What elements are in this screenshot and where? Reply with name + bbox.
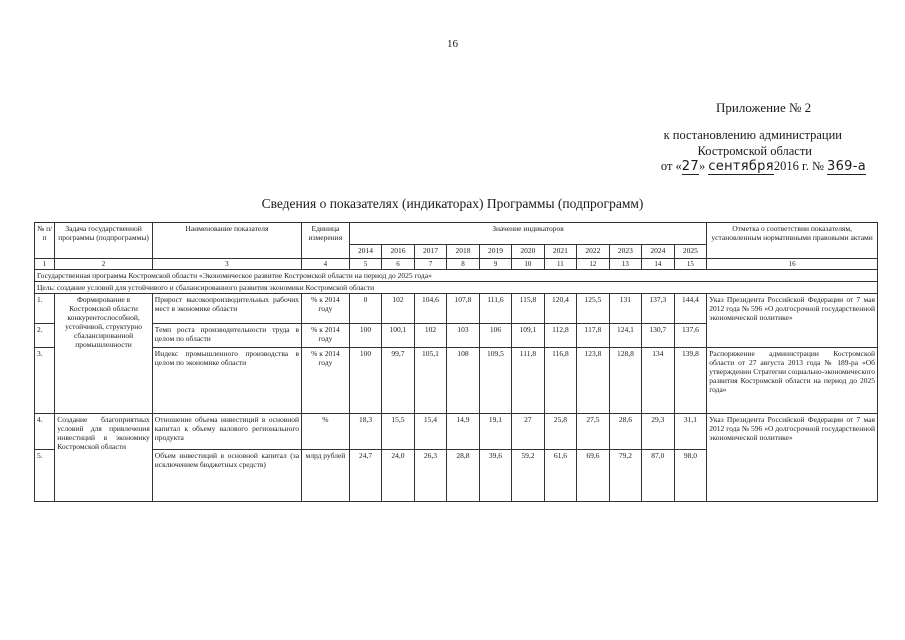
col-index: 6 <box>382 259 414 270</box>
program-line: Государственная программа Костромской области «Экономическое развитие Костромской области на период до 2025 года» <box>35 270 878 282</box>
value-cell: 102 <box>414 324 446 348</box>
col-index: 8 <box>447 259 479 270</box>
col-index: 13 <box>609 259 641 270</box>
value-cell: 105,1 <box>414 348 446 414</box>
col-index: 11 <box>544 259 576 270</box>
col-index: 2 <box>55 259 152 270</box>
value-cell: 39,6 <box>479 450 511 502</box>
value-cell: 137,6 <box>674 324 707 348</box>
value-cell: 117,8 <box>577 324 609 348</box>
year-header: 2022 <box>577 245 609 259</box>
year-header: 2019 <box>479 245 511 259</box>
page-number: 16 <box>447 38 458 50</box>
row-num: 2. <box>35 324 55 348</box>
col-index: 5 <box>349 259 381 270</box>
value-cell: 130,7 <box>642 324 674 348</box>
indicators-table <box>34 222 878 502</box>
value-cell: 144,4 <box>674 294 707 324</box>
value-cell: 100,1 <box>382 324 414 348</box>
table-row <box>35 348 878 414</box>
value-cell: 139,8 <box>674 348 707 414</box>
value-cell: 69,6 <box>577 450 609 502</box>
decree-line-1: к постановлению администрации <box>663 128 842 142</box>
col-index: 12 <box>577 259 609 270</box>
col-index: 16 <box>707 259 878 270</box>
value-cell: 111,6 <box>479 294 511 324</box>
indicator-unit: % к 2014 году <box>302 348 350 414</box>
decree-line-2: Костромской области <box>697 143 812 158</box>
value-cell: 24,7 <box>349 450 381 502</box>
value-cell: 102 <box>382 294 414 324</box>
value-cell: 29,3 <box>642 414 674 450</box>
value-cell: 28,8 <box>447 450 479 502</box>
decree-number: 369-а <box>827 159 866 174</box>
row-num: 5. <box>35 450 55 502</box>
value-cell: 124,1 <box>609 324 641 348</box>
value-cell: 112,8 <box>544 324 576 348</box>
goal-line: Цель: создание условий для устойчивого и сбалансированного развития экономики Костромской области <box>35 282 878 294</box>
value-cell: 125,5 <box>577 294 609 324</box>
value-cell: 109,5 <box>479 348 511 414</box>
decree-month: сентября <box>708 159 774 174</box>
decree-day: 27 <box>681 159 699 174</box>
indicator-name: Темп роста производительности труда в целом по области <box>152 324 301 348</box>
year-header: 2024 <box>642 245 674 259</box>
decree-no-label: № <box>811 159 824 173</box>
value-cell: 104,6 <box>414 294 446 324</box>
col-index: 7 <box>414 259 446 270</box>
value-cell: 27,5 <box>577 414 609 450</box>
value-cell: 108 <box>447 348 479 414</box>
value-cell: 134 <box>642 348 674 414</box>
decree-close-quote: » <box>698 159 706 173</box>
value-cell: 106 <box>479 324 511 348</box>
header-task: Задача государственной программы (подпрограммы) <box>55 223 152 259</box>
header-values: Значение индикаторов <box>349 223 706 245</box>
value-cell: 103 <box>447 324 479 348</box>
header-name: Наименование показателя <box>152 223 301 259</box>
col-index: 14 <box>642 259 674 270</box>
year-header: 2018 <box>447 245 479 259</box>
header-unit: Единица измерения <box>302 223 350 259</box>
value-cell: 59,2 <box>512 450 544 502</box>
decree-reference <box>620 128 890 175</box>
year-header: 2025 <box>674 245 707 259</box>
col-index: 9 <box>479 259 511 270</box>
value-cell: 24,0 <box>382 450 414 502</box>
value-cell: 18,3 <box>349 414 381 450</box>
value-cell: 131 <box>609 294 641 324</box>
value-cell: 27 <box>512 414 544 450</box>
task-group-2: Создание благоприятных условий для привлечения инвестиций в экономику Костромской области <box>55 414 152 502</box>
value-cell: 31,1 <box>674 414 707 450</box>
indicator-unit: млрд рублей <box>302 450 350 502</box>
value-cell: 100 <box>349 348 381 414</box>
indicator-name: Прирост высокопроизводительных рабочих мест в экономике области <box>152 294 301 324</box>
row-num: 1. <box>35 294 55 324</box>
regulatory-mark: Указ Президента Российской Федерации от 7 мая 2012 года № 596 «О долгосрочной государственной экономической политике» <box>707 294 878 348</box>
appendix-title: Приложение № 2 <box>716 100 812 115</box>
header-row-1 <box>35 223 878 245</box>
regulatory-mark: Распоряжение администрации Костромской области от 27 августа 2013 года № 189-ра «Об утверждении Стратегии социально-экономического развития Костромской области на период до 2025 года» <box>707 348 878 414</box>
value-cell: 19,1 <box>479 414 511 450</box>
row-num: 3. <box>35 348 55 414</box>
value-cell: 107,8 <box>447 294 479 324</box>
value-cell: 87,0 <box>642 450 674 502</box>
year-header: 2016 <box>382 245 414 259</box>
header-num: № п/п <box>35 223 55 259</box>
value-cell: 100 <box>349 324 381 348</box>
row-num: 4. <box>35 414 55 450</box>
value-cell: 14,9 <box>447 414 479 450</box>
column-index-row <box>35 259 878 270</box>
table-row <box>35 414 878 450</box>
value-cell: 109,1 <box>512 324 544 348</box>
indicator-name: Индекс промышленного производства в целом по экономике области <box>152 348 301 414</box>
value-cell: 26,3 <box>414 450 446 502</box>
value-cell: 79,2 <box>609 450 641 502</box>
goal-row <box>35 282 878 294</box>
regulatory-mark: Указ Президента Российской Федерации от 7 мая 2012 года № 596 «О долгосрочной государственной экономической политике» <box>707 414 878 502</box>
value-cell: 128,8 <box>609 348 641 414</box>
col-index: 1 <box>35 259 55 270</box>
value-cell: 25,8 <box>544 414 576 450</box>
header-mark: Отметка о соответствии показателям, установленным нормативными правовыми актами <box>707 223 878 259</box>
value-cell: 0 <box>349 294 381 324</box>
value-cell: 99,7 <box>382 348 414 414</box>
value-cell: 28,6 <box>609 414 641 450</box>
value-cell: 116,8 <box>544 348 576 414</box>
col-index: 10 <box>512 259 544 270</box>
year-header: 2020 <box>512 245 544 259</box>
value-cell: 111,8 <box>512 348 544 414</box>
value-cell: 137,3 <box>642 294 674 324</box>
indicator-name: Отношение объема инвестиций в основной капитал к объему валового регионального продукта <box>152 414 301 450</box>
decree-from: от « <box>660 159 682 173</box>
value-cell: 120,4 <box>544 294 576 324</box>
indicator-unit: % <box>302 414 350 450</box>
col-index: 3 <box>152 259 301 270</box>
indicator-name: Объем инвестиций в основной капитал (за исключением бюджетных средств) <box>152 450 301 502</box>
task-group-1: Формирование в Костромской области конкурентоспособной, устойчивой, структурно сбалансированной промышленности <box>55 294 152 414</box>
table-row <box>35 294 878 324</box>
decree-year: 2016 г. <box>773 159 809 173</box>
program-row <box>35 270 878 282</box>
year-header: 2023 <box>609 245 641 259</box>
indicator-unit: % к 2014 году <box>302 294 350 324</box>
value-cell: 15,5 <box>382 414 414 450</box>
col-index: 4 <box>302 259 350 270</box>
decree-date-line <box>620 159 890 175</box>
value-cell: 123,8 <box>577 348 609 414</box>
indicator-unit: % к 2014 году <box>302 324 350 348</box>
year-header: 2014 <box>349 245 381 259</box>
value-cell: 98,0 <box>674 450 707 502</box>
value-cell: 115,8 <box>512 294 544 324</box>
year-header: 2021 <box>544 245 576 259</box>
year-header: 2017 <box>414 245 446 259</box>
value-cell: 61,6 <box>544 450 576 502</box>
value-cell: 15,4 <box>414 414 446 450</box>
col-index: 15 <box>674 259 707 270</box>
document-title: Сведения о показателях (индикаторах) Программы (подпрограмм) <box>261 196 644 211</box>
